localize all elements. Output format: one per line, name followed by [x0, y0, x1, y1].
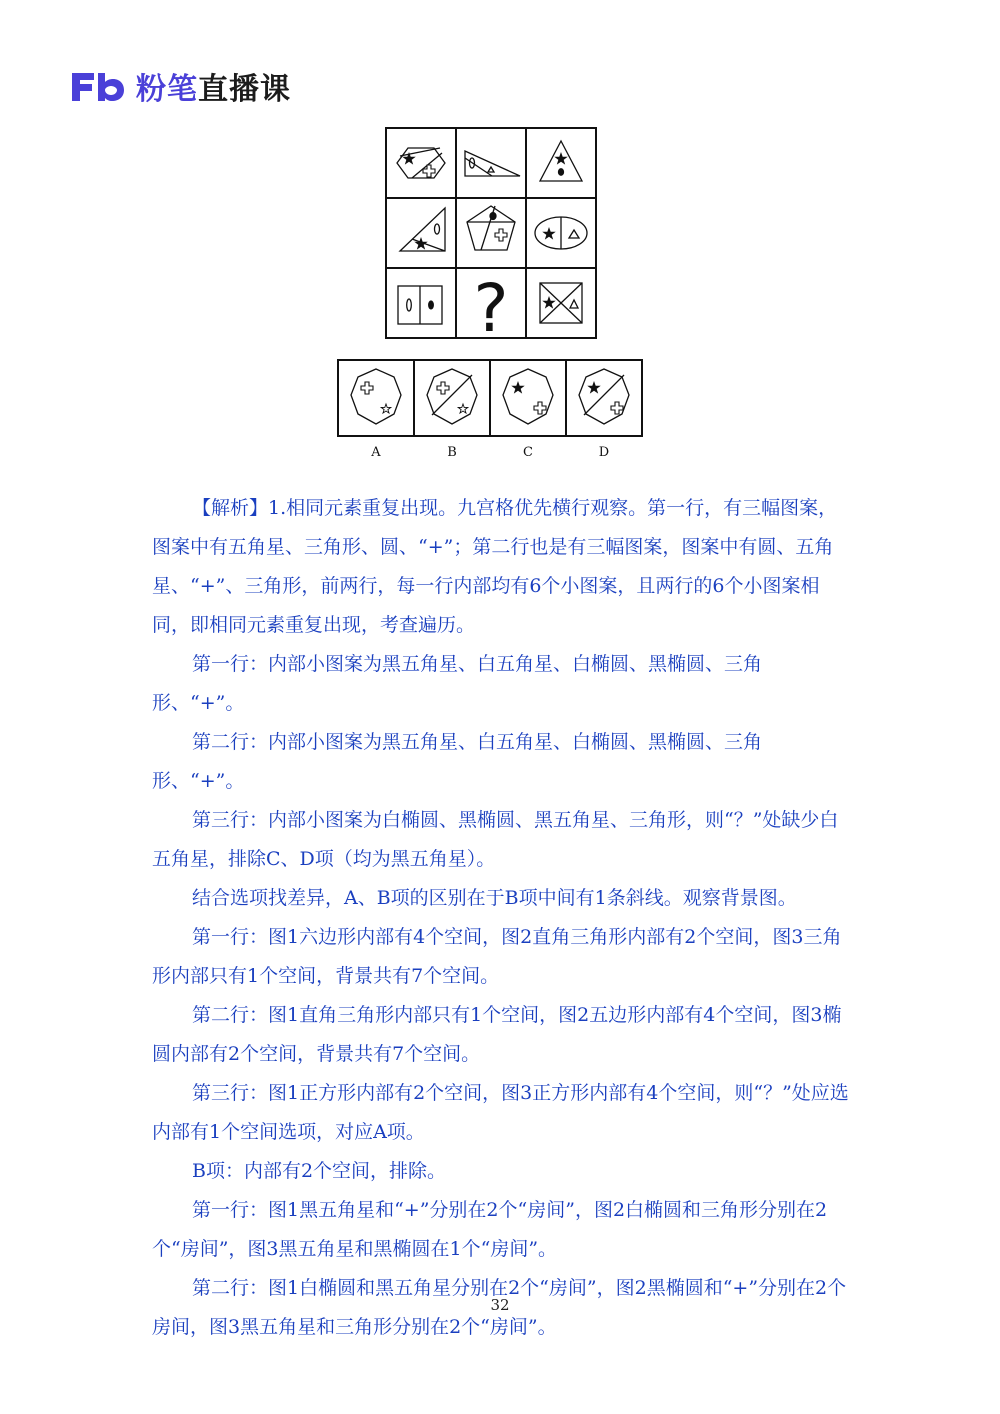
- option-label-a: A: [371, 445, 381, 460]
- brand-name-a: 粉笔: [136, 72, 198, 107]
- cell-2-2: [467, 206, 515, 250]
- paragraph: 第一行：图1黑五角星和“+”分别在2个“房间”，图2白椭圆和三角形分别在2个“房间”，图3黑五角星和黑椭圆在1个“房间”。: [152, 1199, 828, 1260]
- paragraph: 第一行：图1六边形内部有4个空间，图2直角三角形内部有2个空间，图3三角形内部只有1个空间，背景共有7个空间。: [152, 926, 842, 987]
- paragraph: 第三行：内部小图案为白椭圆、黑椭圆、黑五角星、三角形，则“？”处缺少白五角星，排除C、D项（均为黑五角星）。: [152, 809, 839, 870]
- paragraph: 第二行：内部小图案为黑五角星、白五角星、白椭圆、黑椭圆、三角形、“+”。: [152, 731, 763, 792]
- paragraph: [152, 489, 852, 645]
- options-grid: [338, 360, 642, 436]
- cell-1-3: [540, 141, 582, 181]
- analysis-text: [152, 489, 852, 1347]
- option-label-d: D: [598, 445, 610, 460]
- puzzle-figure: [330, 126, 650, 466]
- option-b-shape: [427, 369, 477, 424]
- cell-1-1: [397, 148, 445, 178]
- option-label-c: C: [523, 445, 533, 460]
- fb-logo-icon: [70, 69, 126, 103]
- brand-name-b: 直播课: [198, 72, 291, 107]
- option-label-b: B: [447, 445, 457, 460]
- paragraph: 第二行：图1直角三角形内部只有1个空间，图2五边形内部有4个空间，图3椭圆内部有2个空间，背景共有7个空间。: [152, 1004, 842, 1065]
- paragraph-text: 1.相同元素重复出现。九宫格优先横行观察。第一行，有三幅图案，图案中有五角星、三角形、圆、“+”；第二行也是有三幅图案，图案中有圆、五角星、“+”、三角形，前两行，每一行内部均有6个小图案，且两行的6个小图案相同，即相同元素重复出现，考查遍历。: [152, 497, 838, 636]
- brand-name: [136, 64, 291, 108]
- paragraph: B项：内部有2个空间，排除。: [192, 1160, 447, 1182]
- cell-1-2: [465, 151, 520, 176]
- paragraph: 结合选项找差异，A、B项的区别在于B项中间有1条斜线。观察背景图。: [192, 887, 797, 909]
- page-number: 32: [490, 1296, 510, 1314]
- paragraph: 第三行：图1正方形内部有2个空间，图3正方形内部有4个空间，则“？”处应选内部有1个空间选项，对应A项。: [152, 1082, 849, 1143]
- cell-3-1: [398, 286, 442, 324]
- option-a-shape: [351, 369, 401, 424]
- option-c-shape: [503, 369, 553, 424]
- cell-2-1: [400, 208, 445, 251]
- option-d-shape: [579, 369, 629, 424]
- question-mark: ?: [473, 270, 509, 347]
- brand-logo: [70, 66, 291, 106]
- cell-2-3: [535, 217, 587, 249]
- cell-3-3: [540, 283, 582, 323]
- paragraph: 第一行：内部小图案为黑五角星、白五角星、白椭圆、黑椭圆、三角形、“+”。: [152, 653, 763, 714]
- paragraph: 第二行：图1白椭圆和黑五角星分别在2个“房间”，图2黑椭圆和“+”分别在2个房间，图3黑五角星和三角形分别在2个“房间”。: [152, 1277, 847, 1338]
- analysis-tag: 【解析】: [192, 497, 269, 519]
